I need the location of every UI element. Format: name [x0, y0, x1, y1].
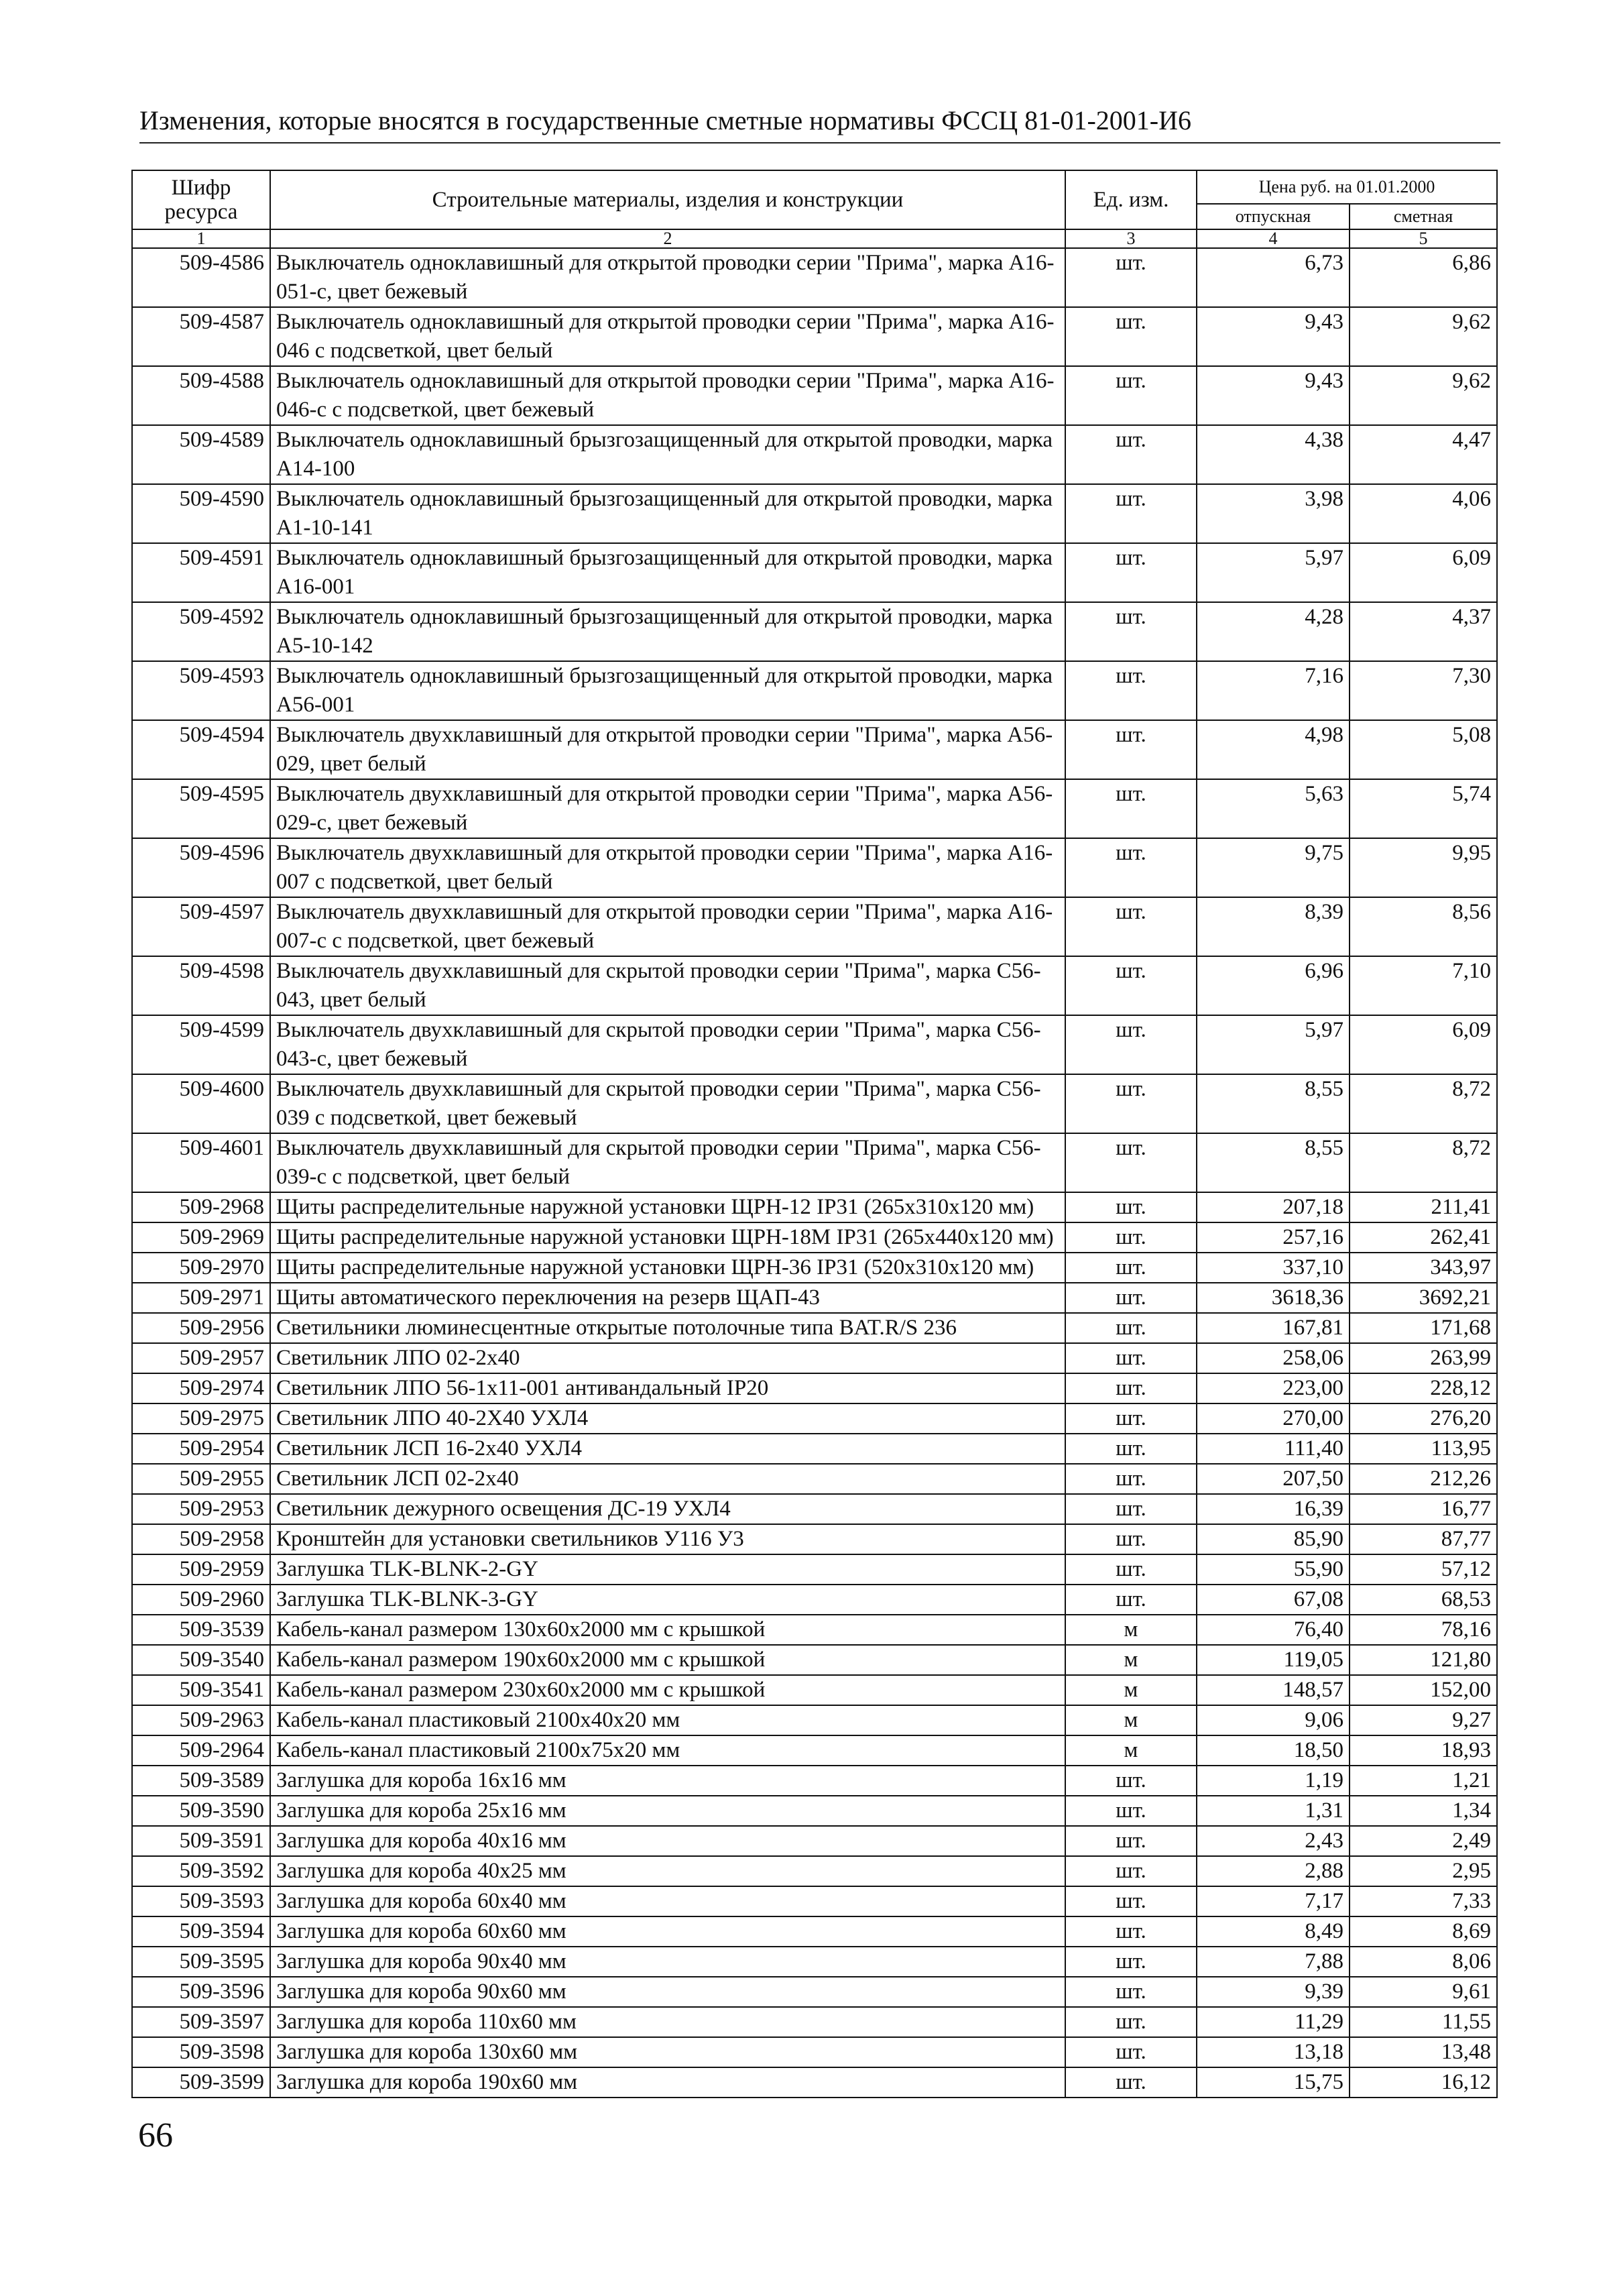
table-row	[132, 602, 1497, 661]
estimate-price: 212,26	[1350, 1464, 1497, 1494]
unit-of-measure: шт.	[1065, 484, 1197, 543]
unit-of-measure: шт.	[1065, 897, 1197, 956]
page-title: Изменения, которые вносятся в государственные сметные нормативы ФССЦ 81-01-2001-И6	[139, 102, 1500, 144]
table-row	[132, 1373, 1497, 1403]
column-number: 4	[1197, 229, 1350, 248]
estimate-price: 16,12	[1350, 2067, 1497, 2098]
resource-code: 509-3593	[132, 1886, 270, 1916]
resource-code: 509-3591	[132, 1826, 270, 1856]
estimate-price: 9,62	[1350, 307, 1497, 366]
resource-code: 509-3539	[132, 1615, 270, 1645]
material-name: Светильники люминесцентные открытые потолочные типа BAT.R/S 236	[270, 1313, 1065, 1343]
header-unit: Ед. изм.	[1065, 170, 1197, 229]
material-name: Выключатель двухклавишный для открытой проводки серии "Прима", марка А56-029, цвет белый	[270, 720, 1065, 779]
release-price: 7,16	[1197, 661, 1350, 720]
material-name: Кронштейн для установки светильников У116 У3	[270, 1524, 1065, 1554]
column-number: 1	[132, 229, 270, 248]
material-name: Кабель-канал размером 190х60х2000 мм с крышкой	[270, 1645, 1065, 1675]
resource-code: 509-4588	[132, 366, 270, 425]
estimate-price: 4,37	[1350, 602, 1497, 661]
unit-of-measure: шт.	[1065, 1977, 1197, 2007]
release-price: 207,50	[1197, 1464, 1350, 1494]
material-name: Кабель-канал пластиковый 2100х75х20 мм	[270, 1735, 1065, 1766]
table-row	[132, 1343, 1497, 1373]
unit-of-measure: м	[1065, 1645, 1197, 1675]
price-table	[131, 170, 1498, 2098]
column-number: 3	[1065, 229, 1197, 248]
table-row	[132, 425, 1497, 484]
release-price: 8,55	[1197, 1133, 1350, 1192]
table-row	[132, 1074, 1497, 1133]
unit-of-measure: м	[1065, 1675, 1197, 1705]
release-price: 111,40	[1197, 1434, 1350, 1464]
estimate-price: 8,72	[1350, 1133, 1497, 1192]
resource-code: 509-2964	[132, 1735, 270, 1766]
resource-code: 509-2954	[132, 1434, 270, 1464]
table-row	[132, 484, 1497, 543]
estimate-price: 8,06	[1350, 1947, 1497, 1977]
material-name: Заглушка TLK-BLNK-2-GY	[270, 1554, 1065, 1585]
release-price: 258,06	[1197, 1343, 1350, 1373]
table-row	[132, 838, 1497, 897]
release-price: 11,29	[1197, 2007, 1350, 2037]
estimate-price: 8,69	[1350, 1916, 1497, 1947]
unit-of-measure: шт.	[1065, 307, 1197, 366]
release-price: 5,97	[1197, 1015, 1350, 1074]
release-price: 167,81	[1197, 1313, 1350, 1343]
table-row	[132, 1615, 1497, 1645]
unit-of-measure: шт.	[1065, 1947, 1197, 1977]
resource-code: 509-4592	[132, 602, 270, 661]
unit-of-measure: шт.	[1065, 1464, 1197, 1494]
release-price: 4,38	[1197, 425, 1350, 484]
resource-code: 509-2970	[132, 1253, 270, 1283]
table-row	[132, 1313, 1497, 1343]
resource-code: 509-4593	[132, 661, 270, 720]
material-name: Выключатель двухклавишный для открытой проводки серии "Прима", марка А56-029-с, цвет бежевый	[270, 779, 1065, 838]
release-price: 7,88	[1197, 1947, 1350, 1977]
unit-of-measure: шт.	[1065, 1796, 1197, 1826]
table-row	[132, 1705, 1497, 1735]
resource-code: 509-2958	[132, 1524, 270, 1554]
resource-code: 509-3595	[132, 1947, 270, 1977]
unit-of-measure: шт.	[1065, 1253, 1197, 1283]
table-row	[132, 1015, 1497, 1074]
table-row	[132, 1675, 1497, 1705]
estimate-price: 343,97	[1350, 1253, 1497, 1283]
estimate-price: 7,33	[1350, 1886, 1497, 1916]
resource-code: 509-4600	[132, 1074, 270, 1133]
unit-of-measure: шт.	[1065, 2007, 1197, 2037]
table-row	[132, 248, 1497, 307]
unit-of-measure: шт.	[1065, 1585, 1197, 1615]
material-name: Заглушка для короба 60х60 мм	[270, 1916, 1065, 1947]
resource-code: 509-3597	[132, 2007, 270, 2037]
material-name: Кабель-канал размером 230х60х2000 мм с крышкой	[270, 1675, 1065, 1705]
resource-code: 509-3589	[132, 1766, 270, 1796]
material-name: Выключатель двухклавишный для скрытой проводки серии "Прима", марка С56-039-с с подсветкой, цвет белый	[270, 1133, 1065, 1192]
release-price: 76,40	[1197, 1615, 1350, 1645]
estimate-price: 5,74	[1350, 779, 1497, 838]
estimate-price: 7,30	[1350, 661, 1497, 720]
table-row	[132, 1856, 1497, 1886]
material-name: Заглушка для короба 190х60 мм	[270, 2067, 1065, 2098]
material-name: Заглушка для короба 16х16 мм	[270, 1766, 1065, 1796]
estimate-price: 7,10	[1350, 956, 1497, 1015]
release-price: 8,39	[1197, 897, 1350, 956]
table-row	[132, 543, 1497, 602]
release-price: 9,43	[1197, 366, 1350, 425]
release-price: 207,18	[1197, 1192, 1350, 1222]
material-name: Щиты распределительные наружной установки ЩРН-12 IP31 (265х310х120 мм)	[270, 1192, 1065, 1222]
estimate-price: 4,47	[1350, 425, 1497, 484]
price-rows	[132, 248, 1497, 2098]
estimate-price: 11,55	[1350, 2007, 1497, 2037]
resource-code: 509-4587	[132, 307, 270, 366]
resource-code: 509-4598	[132, 956, 270, 1015]
release-price: 15,75	[1197, 2067, 1350, 2098]
resource-code: 509-4595	[132, 779, 270, 838]
header-code: Шифр ресурса	[132, 170, 270, 229]
release-price: 16,39	[1197, 1494, 1350, 1524]
release-price: 5,97	[1197, 543, 1350, 602]
column-number: 2	[270, 229, 1065, 248]
material-name: Заглушка для короба 130х60 мм	[270, 2037, 1065, 2067]
release-price: 8,49	[1197, 1916, 1350, 1947]
estimate-price: 228,12	[1350, 1373, 1497, 1403]
column-number: 5	[1350, 229, 1497, 248]
material-name: Кабель-канал пластиковый 2100х40х20 мм	[270, 1705, 1065, 1735]
unit-of-measure: шт.	[1065, 956, 1197, 1015]
estimate-price: 18,93	[1350, 1735, 1497, 1766]
estimate-price: 3692,21	[1350, 1283, 1497, 1313]
estimate-price: 8,72	[1350, 1074, 1497, 1133]
unit-of-measure: шт.	[1065, 779, 1197, 838]
material-name: Светильник дежурного освещения ДС-19 УХЛ4	[270, 1494, 1065, 1524]
material-name: Светильник ЛСП 16-2х40 УХЛ4	[270, 1434, 1065, 1464]
table-row	[132, 1826, 1497, 1856]
estimate-price: 2,95	[1350, 1856, 1497, 1886]
resource-code: 509-2959	[132, 1554, 270, 1585]
table-row	[132, 307, 1497, 366]
header-price: Цена руб. на 01.01.2000	[1197, 170, 1497, 204]
table-row	[132, 956, 1497, 1015]
resource-code: 509-4596	[132, 838, 270, 897]
material-name: Заглушка для короба 110х60 мм	[270, 2007, 1065, 2037]
estimate-price: 5,08	[1350, 720, 1497, 779]
table-row	[132, 1796, 1497, 1826]
material-name: Светильник ЛПО 40-2Х40 УХЛ4	[270, 1403, 1065, 1434]
estimate-price: 211,41	[1350, 1192, 1497, 1222]
unit-of-measure: шт.	[1065, 1133, 1197, 1192]
table-row	[132, 1253, 1497, 1283]
unit-of-measure: шт.	[1065, 1074, 1197, 1133]
unit-of-measure: шт.	[1065, 661, 1197, 720]
release-price: 6,96	[1197, 956, 1350, 1015]
unit-of-measure: шт.	[1065, 1524, 1197, 1554]
table-row	[132, 1585, 1497, 1615]
resource-code: 509-2960	[132, 1585, 270, 1615]
material-name: Выключатель одноклавишный брызгозащищенный для открытой проводки, марка А1-10-141	[270, 484, 1065, 543]
table-row	[132, 1766, 1497, 1796]
unit-of-measure: м	[1065, 1705, 1197, 1735]
table-row	[132, 1283, 1497, 1313]
resource-code: 509-3592	[132, 1856, 270, 1886]
release-price: 223,00	[1197, 1373, 1350, 1403]
release-price: 148,57	[1197, 1675, 1350, 1705]
material-name: Выключатель одноклавишный для открытой проводки серии "Прима", марка А16-051-с, цвет бежевый	[270, 248, 1065, 307]
material-name: Светильник ЛСП 02-2х40	[270, 1464, 1065, 1494]
material-name: Щиты распределительные наружной установки ЩРН-36 IP31 (520х310х120 мм)	[270, 1253, 1065, 1283]
estimate-price: 262,41	[1350, 1222, 1497, 1253]
unit-of-measure: шт.	[1065, 720, 1197, 779]
resource-code: 509-2953	[132, 1494, 270, 1524]
resource-code: 509-3590	[132, 1796, 270, 1826]
estimate-price: 113,95	[1350, 1434, 1497, 1464]
unit-of-measure: шт.	[1065, 543, 1197, 602]
material-name: Выключатель двухклавишный для открытой проводки серии "Прима", марка А16-007-с с подсветкой, цвет бежевый	[270, 897, 1065, 956]
release-price: 1,31	[1197, 1796, 1350, 1826]
estimate-price: 9,61	[1350, 1977, 1497, 2007]
release-price: 9,75	[1197, 838, 1350, 897]
estimate-price: 9,27	[1350, 1705, 1497, 1735]
table-row	[132, 1645, 1497, 1675]
material-name: Выключатель двухклавишный для скрытой проводки серии "Прима", марка С56-043-с, цвет бежевый	[270, 1015, 1065, 1074]
unit-of-measure: шт.	[1065, 1494, 1197, 1524]
estimate-price: 171,68	[1350, 1313, 1497, 1343]
estimate-price: 1,34	[1350, 1796, 1497, 1826]
table-row	[132, 1554, 1497, 1585]
table-row	[132, 1192, 1497, 1222]
unit-of-measure: шт.	[1065, 1283, 1197, 1313]
page-number: 66	[138, 2116, 173, 2155]
material-name: Заглушка TLK-BLNK-3-GY	[270, 1585, 1065, 1615]
release-price: 13,18	[1197, 2037, 1350, 2067]
release-price: 18,50	[1197, 1735, 1350, 1766]
unit-of-measure: шт.	[1065, 1313, 1197, 1343]
unit-of-measure: м	[1065, 1615, 1197, 1645]
unit-of-measure: шт.	[1065, 1222, 1197, 1253]
material-name: Щиты автоматического переключения на резерв ЩАП-43	[270, 1283, 1065, 1313]
table-row	[132, 1977, 1497, 2007]
resource-code: 509-2969	[132, 1222, 270, 1253]
resource-code: 509-2957	[132, 1343, 270, 1373]
table-row	[132, 897, 1497, 956]
estimate-price: 68,53	[1350, 1585, 1497, 1615]
resource-code: 509-3598	[132, 2037, 270, 2067]
material-name: Выключатель одноклавишный брызгозащищенный для открытой проводки, марка А14-100	[270, 425, 1065, 484]
material-name: Выключатель одноклавишный брызгозащищенный для открытой проводки, марка А56-001	[270, 661, 1065, 720]
release-price: 5,63	[1197, 779, 1350, 838]
material-name: Выключатель двухклавишный для скрытой проводки серии "Прима", марка С56-039 с подсветкой, цвет бежевый	[270, 1074, 1065, 1133]
table-row	[132, 1494, 1497, 1524]
unit-of-measure: шт.	[1065, 1373, 1197, 1403]
release-price: 6,73	[1197, 248, 1350, 307]
material-name: Выключатель одноклавишный для открытой проводки серии "Прима", марка А16-046 с подсветкой, цвет белый	[270, 307, 1065, 366]
release-price: 9,06	[1197, 1705, 1350, 1735]
resource-code: 509-4594	[132, 720, 270, 779]
header-release-price: отпускная	[1197, 204, 1350, 229]
unit-of-measure: шт.	[1065, 602, 1197, 661]
estimate-price: 57,12	[1350, 1554, 1497, 1585]
unit-of-measure: шт.	[1065, 2067, 1197, 2098]
release-price: 8,55	[1197, 1074, 1350, 1133]
unit-of-measure: шт.	[1065, 838, 1197, 897]
table-row	[132, 1524, 1497, 1554]
material-name: Щиты распределительные наружной установки ЩРН-18М IP31 (265х440х120 мм)	[270, 1222, 1065, 1253]
estimate-price: 6,09	[1350, 1015, 1497, 1074]
table-row	[132, 2007, 1497, 2037]
unit-of-measure: шт.	[1065, 425, 1197, 484]
estimate-price: 16,77	[1350, 1494, 1497, 1524]
estimate-price: 6,86	[1350, 248, 1497, 307]
unit-of-measure: шт.	[1065, 1554, 1197, 1585]
material-name: Заглушка для короба 90х40 мм	[270, 1947, 1065, 1977]
material-name: Выключатель одноклавишный брызгозащищенный для открытой проводки, марка А16-001	[270, 543, 1065, 602]
material-name: Заглушка для короба 40х16 мм	[270, 1826, 1065, 1856]
resource-code: 509-4591	[132, 543, 270, 602]
table-row	[132, 720, 1497, 779]
release-price: 9,43	[1197, 307, 1350, 366]
header-name: Строительные материалы, изделия и конструкции	[270, 170, 1065, 229]
material-name: Заглушка для короба 25х16 мм	[270, 1796, 1065, 1826]
estimate-price: 8,56	[1350, 897, 1497, 956]
resource-code: 509-3541	[132, 1675, 270, 1705]
release-price: 270,00	[1197, 1403, 1350, 1434]
table-row	[132, 1916, 1497, 1947]
estimate-price: 263,99	[1350, 1343, 1497, 1373]
release-price: 2,43	[1197, 1826, 1350, 1856]
material-name: Заглушка для короба 40х25 мм	[270, 1856, 1065, 1886]
unit-of-measure: шт.	[1065, 1886, 1197, 1916]
resource-code: 509-2956	[132, 1313, 270, 1343]
table-row	[132, 1464, 1497, 1494]
resource-code: 509-4590	[132, 484, 270, 543]
header-estimate-price: сметная	[1350, 204, 1497, 229]
unit-of-measure: шт.	[1065, 1826, 1197, 1856]
material-name: Выключатель одноклавишный брызгозащищенный для открытой проводки, марка А5-10-142	[270, 602, 1065, 661]
release-price: 9,39	[1197, 1977, 1350, 2007]
resource-code: 509-4599	[132, 1015, 270, 1074]
estimate-price: 4,06	[1350, 484, 1497, 543]
table-row	[132, 1735, 1497, 1766]
unit-of-measure: шт.	[1065, 1343, 1197, 1373]
table-row	[132, 661, 1497, 720]
resource-code: 509-4597	[132, 897, 270, 956]
unit-of-measure: шт.	[1065, 1192, 1197, 1222]
release-price: 55,90	[1197, 1554, 1350, 1585]
unit-of-measure: м	[1065, 1735, 1197, 1766]
table-row	[132, 1886, 1497, 1916]
release-price: 337,10	[1197, 1253, 1350, 1283]
resource-code: 509-3594	[132, 1916, 270, 1947]
estimate-price: 78,16	[1350, 1615, 1497, 1645]
estimate-price: 13,48	[1350, 2037, 1497, 2067]
resource-code: 509-2974	[132, 1373, 270, 1403]
estimate-price: 1,21	[1350, 1766, 1497, 1796]
unit-of-measure: шт.	[1065, 1916, 1197, 1947]
table-row	[132, 1947, 1497, 1977]
unit-of-measure: шт.	[1065, 248, 1197, 307]
release-price: 4,28	[1197, 602, 1350, 661]
resource-code: 509-2963	[132, 1705, 270, 1735]
estimate-price: 9,95	[1350, 838, 1497, 897]
resource-code: 509-2975	[132, 1403, 270, 1434]
release-price: 1,19	[1197, 1766, 1350, 1796]
unit-of-measure: шт.	[1065, 2037, 1197, 2067]
material-name: Заглушка для короба 90х60 мм	[270, 1977, 1065, 2007]
unit-of-measure: шт.	[1065, 1015, 1197, 1074]
table-row	[132, 1133, 1497, 1192]
material-name: Кабель-канал размером 130х60х2000 мм с крышкой	[270, 1615, 1065, 1645]
estimate-price: 152,00	[1350, 1675, 1497, 1705]
unit-of-measure: шт.	[1065, 1403, 1197, 1434]
estimate-price: 121,80	[1350, 1645, 1497, 1675]
resource-code: 509-2971	[132, 1283, 270, 1313]
release-price: 2,88	[1197, 1856, 1350, 1886]
release-price: 4,98	[1197, 720, 1350, 779]
table-row	[132, 1403, 1497, 1434]
table-row	[132, 2037, 1497, 2067]
resource-code: 509-3596	[132, 1977, 270, 2007]
release-price: 3,98	[1197, 484, 1350, 543]
resource-code: 509-4601	[132, 1133, 270, 1192]
resource-code: 509-4586	[132, 248, 270, 307]
estimate-price: 276,20	[1350, 1403, 1497, 1434]
table-row	[132, 2067, 1497, 2098]
unit-of-measure: шт.	[1065, 1434, 1197, 1464]
unit-of-measure: шт.	[1065, 366, 1197, 425]
estimate-price: 6,09	[1350, 543, 1497, 602]
resource-code: 509-3599	[132, 2067, 270, 2098]
material-name: Выключатель двухклавишный для скрытой проводки серии "Прима", марка С56-043, цвет белый	[270, 956, 1065, 1015]
material-name: Светильник ЛПО 56-1х11-001 антивандальный IP20	[270, 1373, 1065, 1403]
release-price: 3618,36	[1197, 1283, 1350, 1313]
material-name: Заглушка для короба 60х40 мм	[270, 1886, 1065, 1916]
table-row	[132, 779, 1497, 838]
release-price: 67,08	[1197, 1585, 1350, 1615]
material-name: Выключатель одноклавишный для открытой проводки серии "Прима", марка А16-046-с с подсветкой, цвет бежевый	[270, 366, 1065, 425]
release-price: 7,17	[1197, 1886, 1350, 1916]
resource-code: 509-3540	[132, 1645, 270, 1675]
release-price: 85,90	[1197, 1524, 1350, 1554]
table-row	[132, 1434, 1497, 1464]
material-name: Выключатель двухклавишный для открытой проводки серии "Прима", марка А16-007 с подсветкой, цвет белый	[270, 838, 1065, 897]
material-name: Светильник ЛПО 02-2х40	[270, 1343, 1065, 1373]
resource-code: 509-2968	[132, 1192, 270, 1222]
release-price: 257,16	[1197, 1222, 1350, 1253]
resource-code: 509-2955	[132, 1464, 270, 1494]
table-row	[132, 1222, 1497, 1253]
estimate-price: 2,49	[1350, 1826, 1497, 1856]
unit-of-measure: шт.	[1065, 1856, 1197, 1886]
release-price: 119,05	[1197, 1645, 1350, 1675]
table-row	[132, 366, 1497, 425]
estimate-price: 87,77	[1350, 1524, 1497, 1554]
unit-of-measure: шт.	[1065, 1766, 1197, 1796]
resource-code: 509-4589	[132, 425, 270, 484]
estimate-price: 9,62	[1350, 366, 1497, 425]
